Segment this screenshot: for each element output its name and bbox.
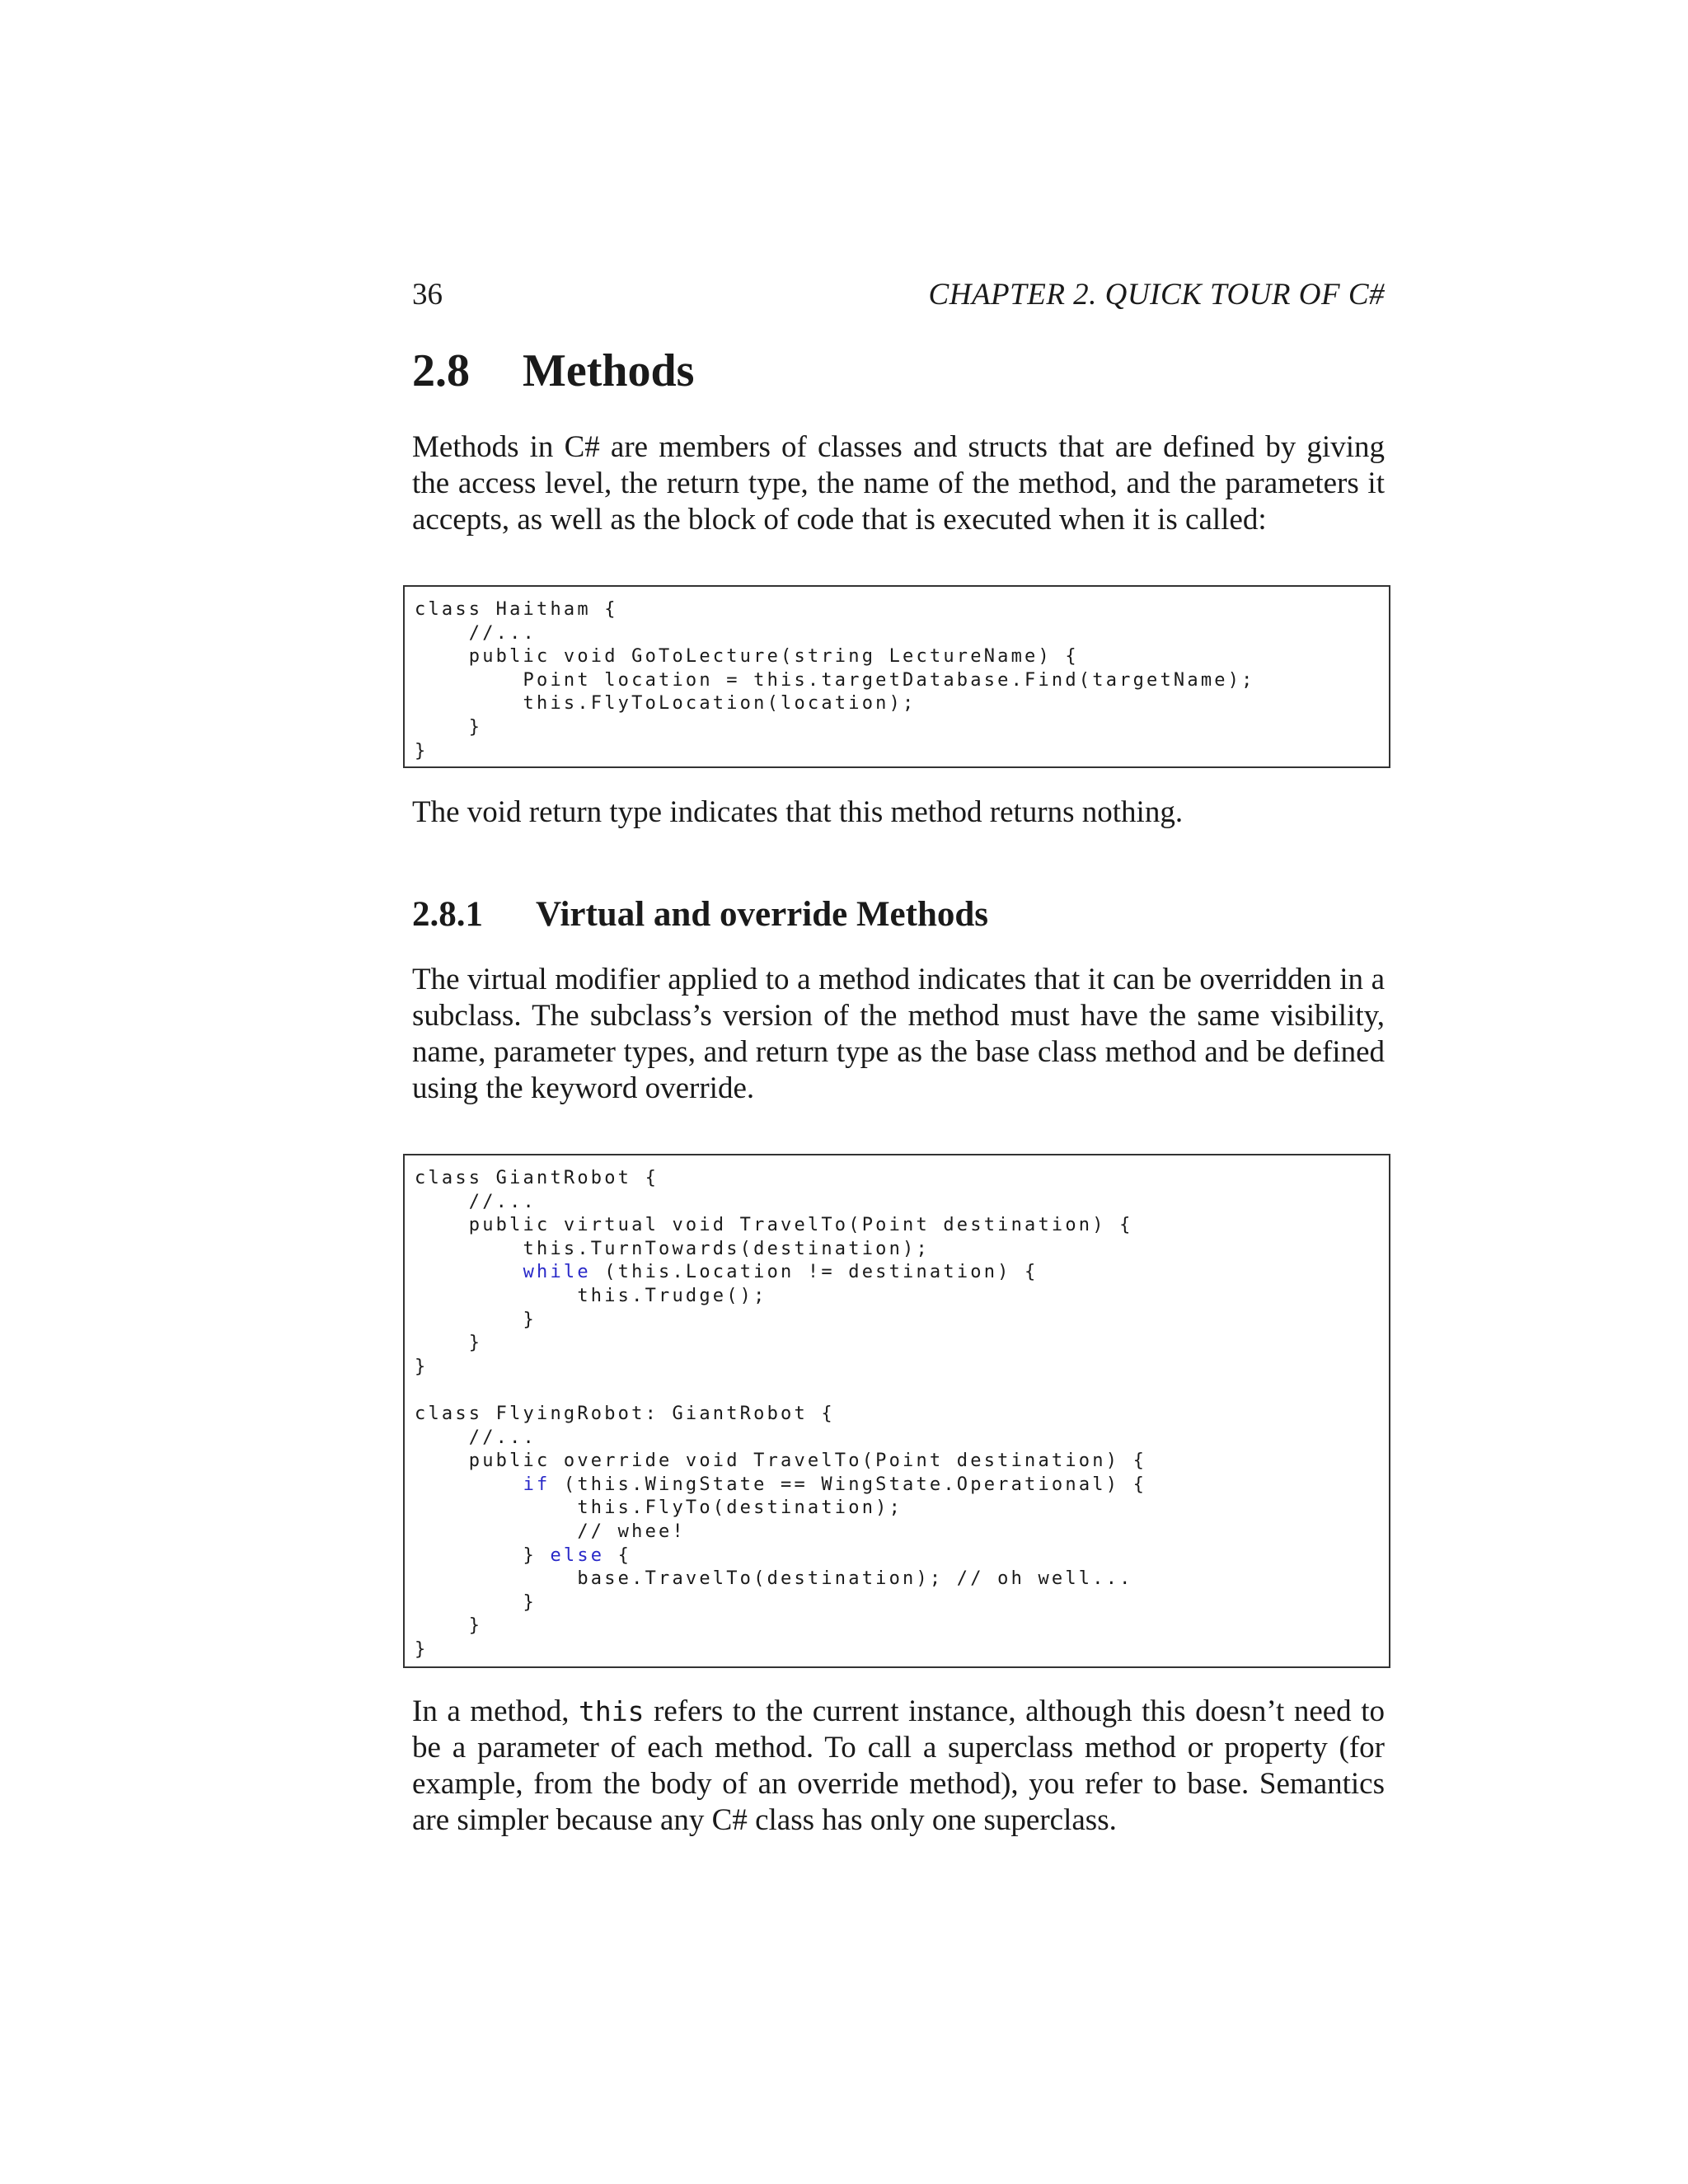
code-keyword: else bbox=[550, 1544, 605, 1566]
subsection-heading bbox=[412, 894, 988, 935]
code-line: class Haitham { bbox=[415, 599, 618, 620]
code-line: } bbox=[415, 716, 483, 738]
code-line: while (this.Location != destination) { bbox=[523, 1262, 1039, 1283]
code-line: } bbox=[415, 1615, 483, 1637]
code-line: this.FlyToLocation(location); bbox=[415, 693, 917, 715]
code-line: this.TurnTowards(destination); bbox=[415, 1238, 930, 1259]
code-keyword: if bbox=[523, 1474, 551, 1495]
code-line: if (this.WingState == WingState.Operational) { bbox=[523, 1474, 1147, 1495]
code-line: } bbox=[415, 1591, 537, 1613]
code-line: class GiantRobot { bbox=[415, 1168, 659, 1188]
code-line: this.Trudge(); bbox=[415, 1285, 767, 1306]
intro-paragraph: Methods in C# are members of classes and structs that are defined by giving the access level, the return type, the name of the method, and the parameters it accepts, as well as the block of code that is executed when it is called: bbox=[412, 430, 1385, 537]
chapter-title: CHAPTER 2. QUICK TOUR OF C# bbox=[928, 278, 1385, 312]
code-line: } bbox=[415, 1638, 429, 1660]
code-line: public override void TravelTo(Point destination) { bbox=[415, 1451, 1147, 1472]
code-line: //... bbox=[415, 1427, 537, 1448]
running-head bbox=[412, 277, 1385, 318]
void-paragraph: The void return type indicates that this method returns nothing. bbox=[412, 795, 1184, 829]
code-listing-haitham bbox=[403, 585, 1390, 768]
code-line: } else { bbox=[415, 1544, 632, 1566]
closing-paragraph bbox=[412, 1694, 1385, 1839]
closing-text-end: refers to the current instance, although this doesn’t need to be a parameter of each method. To call a superclass method or property (for example, from the body of an override method), you refer to base. Semantics are simpler because any C# class has only one superclass. bbox=[412, 1694, 1385, 1837]
code-line: } bbox=[415, 1333, 483, 1354]
subsection-title: Virtual and override Methods bbox=[536, 895, 989, 934]
section-title: Methods bbox=[523, 345, 695, 396]
code-line bbox=[415, 1379, 1381, 1403]
section-number: 2.8 bbox=[412, 345, 470, 396]
code-keyword: while bbox=[523, 1262, 591, 1283]
code-line: } bbox=[415, 740, 429, 762]
code-line: this.FlyTo(destination); bbox=[415, 1497, 903, 1519]
this-keyword: this bbox=[579, 1695, 645, 1727]
closing-text-start: In a method, bbox=[412, 1694, 579, 1728]
code-line: class FlyingRobot: GiantRobot { bbox=[415, 1403, 835, 1424]
virtual-paragraph: The virtual modifier applied to a method indicates that it can be overridden in a subclass. The subclass’s version of the method must have the same visibility, name, parameter types, and return type as the base class method and be defined using the keyword override. bbox=[412, 963, 1385, 1105]
code-listing-robots bbox=[403, 1154, 1390, 1668]
code-line: base.TravelTo(destination); // oh well... bbox=[415, 1568, 1133, 1590]
subsection-number: 2.8.1 bbox=[412, 895, 483, 934]
code-line: //... bbox=[415, 1191, 537, 1212]
code-line: public void GoToLecture(string LectureName) { bbox=[415, 646, 1079, 668]
section-heading bbox=[412, 344, 694, 397]
page-number: 36 bbox=[412, 278, 443, 312]
code-line: public virtual void TravelTo(Point destination) { bbox=[415, 1215, 1133, 1236]
code-line: } bbox=[415, 1356, 429, 1377]
code-line: // whee! bbox=[415, 1521, 686, 1542]
code-line: Point location = this.targetDatabase.Find(targetName); bbox=[415, 669, 1255, 691]
code-line: } bbox=[415, 1309, 537, 1330]
code-line: //... bbox=[415, 622, 537, 644]
